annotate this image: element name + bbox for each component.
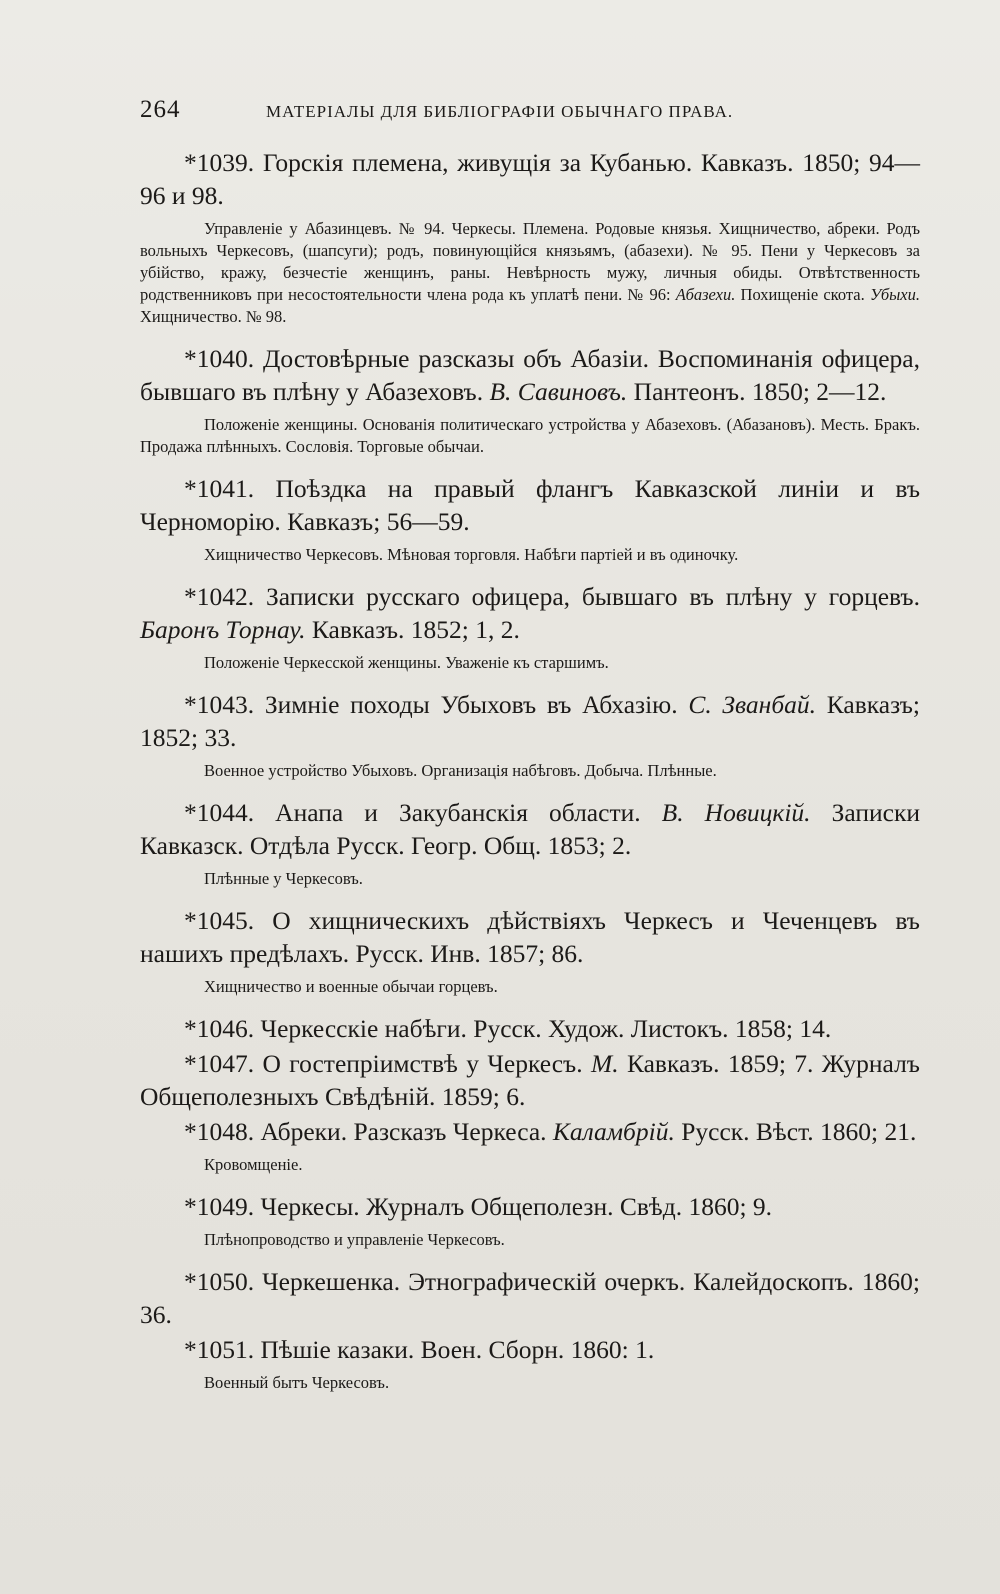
page-number: 264 <box>140 96 181 123</box>
entry-title: *1046. Черкесскіе набѣги. Русск. Худож. Листокъ. 1858; 14. <box>184 1014 832 1043</box>
entry-author: Баронъ Торнау. <box>140 615 306 644</box>
entry-annotation: Военный бытъ Черкесовъ. <box>204 1373 390 1392</box>
entry-author: М. <box>590 1049 619 1078</box>
entry-title: *1051. Пѣшіе казаки. Воен. Сборн. 1860: 1. <box>184 1335 655 1364</box>
entry-author: В. Новицкій. <box>661 798 811 827</box>
entry-annotation: Плѣнопроводство и управленіе Черкесовъ. <box>204 1230 505 1249</box>
entry-title: *1041. Поѣздка на правый флангъ Кавказской линіи и въ Черноморію. Кавказъ; 56—59. <box>140 474 920 536</box>
entry-1051 <box>140 1333 920 1394</box>
entry-1048 <box>140 1115 920 1176</box>
entry-author: С. Званбай. <box>688 690 817 719</box>
entry-1041 <box>140 472 920 566</box>
entry-annotation: Кровомщеніе. <box>204 1155 303 1174</box>
entry-annotation: Хищничество и военные обычаи горцевъ. <box>204 977 498 996</box>
entry-title: *1043. Зимніе походы Убыховъ въ Абхазію. С. Званбай. Кавказъ; 1852; 33. <box>140 690 920 752</box>
entry-title: *1040. Достовѣрные разсказы объ Абазіи. Воспоминанія офицера, бывшаго въ плѣну у Абазеховъ. В. Савиновъ. Пантеонъ. 1850; 2—12. <box>140 344 920 406</box>
entry-1050 <box>140 1265 920 1331</box>
entry-1039 <box>140 146 920 328</box>
entry-title: *1044. Анапа и Закубанскія области. В. Новицкій. Записки Кавказск. Отдѣла Русск. Геогр. Общ. 1853; 2. <box>140 798 921 860</box>
entry-title: *1045. О хищническихъ дѣйствіяхъ Черкесъ и Чеченцевъ въ нашихъ предѣлахъ. Русск. Инв. 1857; 86. <box>140 906 920 968</box>
bibliography-list <box>140 146 920 1400</box>
entry-author: В. Савиновъ. <box>489 377 628 406</box>
entry-annotation: Положеніе Черкесской женщины. Уваженіе къ старшимъ. <box>204 653 609 672</box>
entry-annotation: Управленіе у Абазинцевъ. № 94. Черкесы. Племена. Родовые князья. Хищничество, абреки. Родъ вольныхъ Черкесовъ, (шапсуги); родъ, повинующійся князьямъ, (абазехи). № 95. Пени у Черкесовъ за убійство, кражу, безчестіе женщинъ, раны. Невѣрность мужу, личныя обиды. Отвѣтственность родственниковъ при несостоятельности члена рода къ уплатѣ пени. № 96: Абазехи. Похищеніе скота. Убыхи. Хищничество. № 98. <box>140 219 921 326</box>
entry-1042 <box>140 580 920 674</box>
entry-annotation: Плѣнные у Черкесовъ. <box>204 869 363 888</box>
entry-title: *1039. Горскія племена, живущія за Кубанью. Кавказъ. 1850; 94—96 и 98. <box>140 148 920 210</box>
entry-title: *1049. Черкесы. Журналъ Общеполезн. Свѣд. 1860; 9. <box>184 1192 773 1221</box>
entry-1040 <box>140 342 920 458</box>
entry-title: *1048. Абреки. Разсказъ Черкеса. Каламбрій. Русск. Вѣст. 1860; 21. <box>184 1117 917 1146</box>
entry-author: Каламбрій. <box>552 1117 675 1146</box>
entry-annotation: Военное устройство Убыховъ. Организація набѣговъ. Добыча. Плѣнные. <box>204 761 717 780</box>
entry-annotation: Хищничество Черкесовъ. Мѣновая торговля. Набѣги партіей и въ одиночку. <box>204 545 739 564</box>
entry-1046 <box>140 1012 920 1045</box>
entry-1049 <box>140 1190 920 1251</box>
entry-annotation: Положеніе женщины. Основанія политическаго устройства у Абазеховъ. (Абазановъ). Месть. Бракъ. Продажа плѣнныхъ. Сословія. Торговые обычаи. <box>140 415 920 456</box>
entry-1043 <box>140 688 920 782</box>
entry-1044 <box>140 796 920 890</box>
entry-title: *1050. Черкешенка. Этнографическій очеркъ. Калейдоскопъ. 1860; 36. <box>140 1267 920 1329</box>
entry-1045 <box>140 904 920 998</box>
entry-title: *1042. Записки русскаго офицера, бывшаго въ плѣну у горцевъ. Баронъ Торнау. Кавказъ. 1852; 1, 2. <box>140 582 920 644</box>
page-header <box>140 96 920 130</box>
entry-title: *1047. О гостепріимствѣ у Черкесъ. М. Кавказъ. 1859; 7. Журналъ Общеполезныхъ Свѣдѣній. 1859; 6. <box>140 1049 920 1111</box>
running-title: МАТЕРІАЛЫ ДЛЯ БИБЛІОГРАФІИ ОБЫЧНАГО ПРАВА. <box>266 102 734 121</box>
entry-1047 <box>140 1047 920 1113</box>
